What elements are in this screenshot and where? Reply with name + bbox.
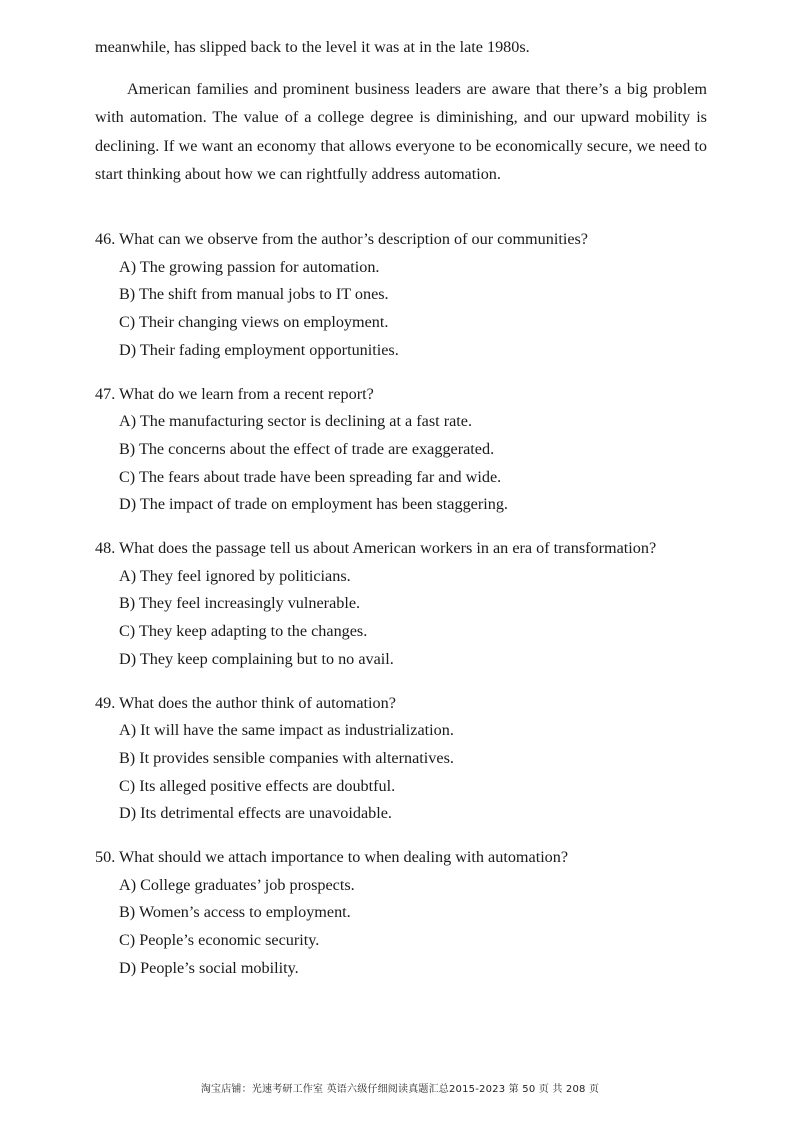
option-b: B) The shift from manual jobs to IT ones. (119, 285, 389, 304)
question-stem: 46. What can we observe from the author’s description of our communities? (95, 230, 588, 248)
question-48 (95, 535, 715, 674)
option-c: C) The fears about trade have been spreading far and wide. (119, 467, 502, 486)
option-list (95, 717, 715, 828)
option-c: C) Their changing views on employment. (119, 313, 389, 332)
option-c: C) People’s economic security. (119, 931, 320, 950)
option-b: B) The concerns about the effect of trade are exaggerated. (119, 439, 495, 458)
option-list (95, 563, 715, 674)
passage-paragraph-1: meanwhile, has slipped back to the level it was at in the late 1980s. (95, 38, 530, 56)
option-d: D) People’s social mobility. (119, 958, 299, 977)
question-stem: 49. What does the author think of automation? (95, 693, 396, 712)
question-stem: 50. What should we attach importance to when dealing with automation? (95, 848, 569, 867)
option-d: D) Its detrimental effects are unavoidable. (119, 804, 392, 823)
option-a: A) They feel ignored by politicians. (119, 566, 351, 585)
option-b: B) It provides sensible companies with alternatives. (119, 748, 454, 767)
option-d: D) The impact of trade on employment has been staggering. (119, 495, 508, 514)
option-b: B) Women’s access to employment. (119, 903, 351, 922)
option-c: C) They keep adapting to the changes. (119, 622, 368, 641)
option-b: B) They feel increasingly vulnerable. (119, 594, 361, 613)
reading-passage (95, 33, 707, 189)
question-50 (95, 844, 715, 983)
passage-paragraph-2: American families and prominent business leaders are aware that there’s a big problem with automation. The value of a college degree is diminishing, and our upward mobility is declining. If we want an economy that allows everyone to be economically secure, we need to start thinking about how we can rightfully address automation. (95, 79, 707, 183)
option-list (95, 254, 715, 365)
question-49 (95, 690, 715, 829)
question-46 (95, 226, 715, 365)
option-c: C) Its alleged positive effects are doubtful. (119, 776, 396, 795)
option-d: D) They keep complaining but to no avail. (119, 649, 394, 668)
option-a: A) The manufacturing sector is declining at a fast rate. (119, 412, 472, 431)
option-a: A) The growing passion for automation. (119, 257, 380, 276)
option-d: D) Their fading employment opportunities. (119, 340, 399, 359)
question-stem: 47. What do we learn from a recent report? (95, 384, 374, 403)
page-footer: 淘宝店铺：光速考研工作室 英语六级仔细阅读真题汇总2015-2023 第 50 页 共 208 页 (200, 1084, 600, 1095)
option-list (95, 872, 715, 983)
question-list (95, 226, 715, 999)
question-stem: 48. What does the passage tell us about American workers in an era of transformation? (95, 539, 657, 558)
option-a: A) It will have the same impact as industrialization. (119, 721, 454, 740)
option-list (95, 408, 715, 519)
option-a: A) College graduates’ job prospects. (119, 875, 355, 894)
question-47 (95, 381, 715, 520)
